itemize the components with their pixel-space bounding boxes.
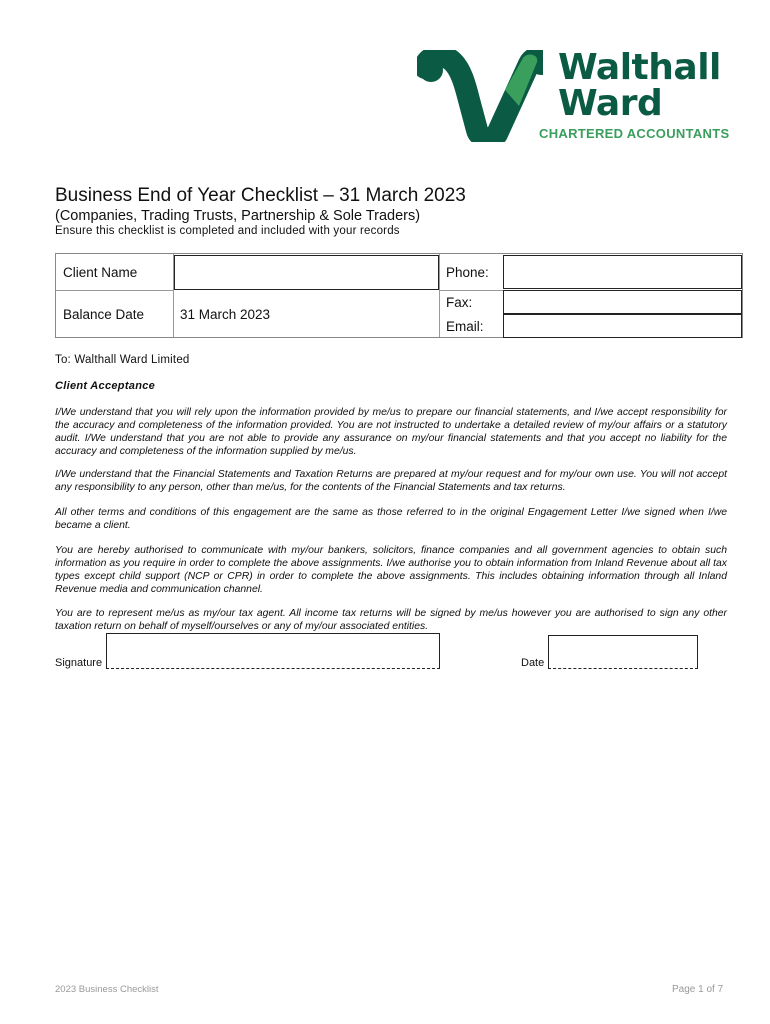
- walthall-ward-logo-icon: [417, 50, 543, 142]
- date-label: Date: [521, 657, 545, 669]
- recipient-line: To: Walthall Ward Limited: [55, 354, 190, 366]
- document-title: Business End of Year Checklist – 31 March 2023: [55, 185, 466, 206]
- date-field[interactable]: [548, 635, 698, 669]
- document-subtitle: (Companies, Trading Trusts, Partnership & Sole Traders): [55, 208, 421, 224]
- email-field[interactable]: [503, 314, 742, 338]
- acceptance-paragraph: You are hereby authorised to communicate with my/our bankers, solicitors, finance companies and all government agencies to obtain such information as you require in order to complete the above assignments. I/we authorise you to obtain information from Inland Revenue about all tax types except child support (NCP or CPR) in order to complete the above assignments. This includes obtaining information through all Inland Revenue media and communication channel.: [55, 545, 727, 595]
- signature-label: Signature: [55, 657, 103, 669]
- document-instruction: Ensure this checklist is completed and included with your records: [55, 225, 400, 237]
- fax-field[interactable]: [503, 290, 742, 314]
- logo-tagline: CHARTERED ACCOUNTANTS: [539, 126, 730, 141]
- phone-label: Phone:: [446, 265, 489, 280]
- table-divider: [56, 290, 173, 291]
- logo-wordmark-line1: Walthall: [558, 47, 721, 88]
- client-name-label: Client Name: [63, 265, 138, 280]
- footer-page-number: Page 1 of 7: [672, 984, 724, 995]
- client-details-table: [55, 253, 743, 338]
- balance-date-value: 31 March 2023: [180, 307, 271, 322]
- email-label: Email:: [446, 319, 484, 334]
- balance-date-label: Balance Date: [63, 307, 145, 322]
- footer-document-name: 2023 Business Checklist: [55, 984, 159, 995]
- logo-wordmark-line2: Ward: [558, 83, 663, 124]
- acceptance-paragraph: You are to represent me/us as my/our tax agent. All income tax returns will be signed by me/us however you are authorised to sign any other taxation return on behalf of myself/ourselves or any of my/our associated entities.: [55, 608, 727, 632]
- phone-field[interactable]: [503, 255, 742, 289]
- signature-field[interactable]: [106, 633, 440, 669]
- acceptance-paragraph: All other terms and conditions of this engagement are the same as those referred to in the original Engagement Letter I/we signed when I/we became a client.: [55, 507, 727, 531]
- client-acceptance-heading: Client Acceptance: [55, 380, 156, 392]
- client-name-field[interactable]: [174, 255, 439, 290]
- table-divider: [439, 254, 440, 337]
- fax-label: Fax:: [446, 295, 473, 310]
- acceptance-paragraph: I/We understand that the Financial Statements and Taxation Returns are prepared at my/our request and for my/our own use. You will not accept any responsibility to any person, other than me/us, for the contents of the Financial Statements and tax returns.: [55, 469, 727, 493]
- acceptance-paragraph: I/We understand that you will rely upon the information provided by me/us to prepare our financial statements, and I/we accept responsibility for the accuracy and completeness of the information provided. You are not instructed to undertake a detailed review of my/our affairs or a statutory audit. I/We understand that you are not able to provide any assurance on my/our financial statements and that you accept no liability for the accuracy and completeness of the information supplied by me/us.: [55, 407, 727, 457]
- table-divider: [439, 290, 503, 291]
